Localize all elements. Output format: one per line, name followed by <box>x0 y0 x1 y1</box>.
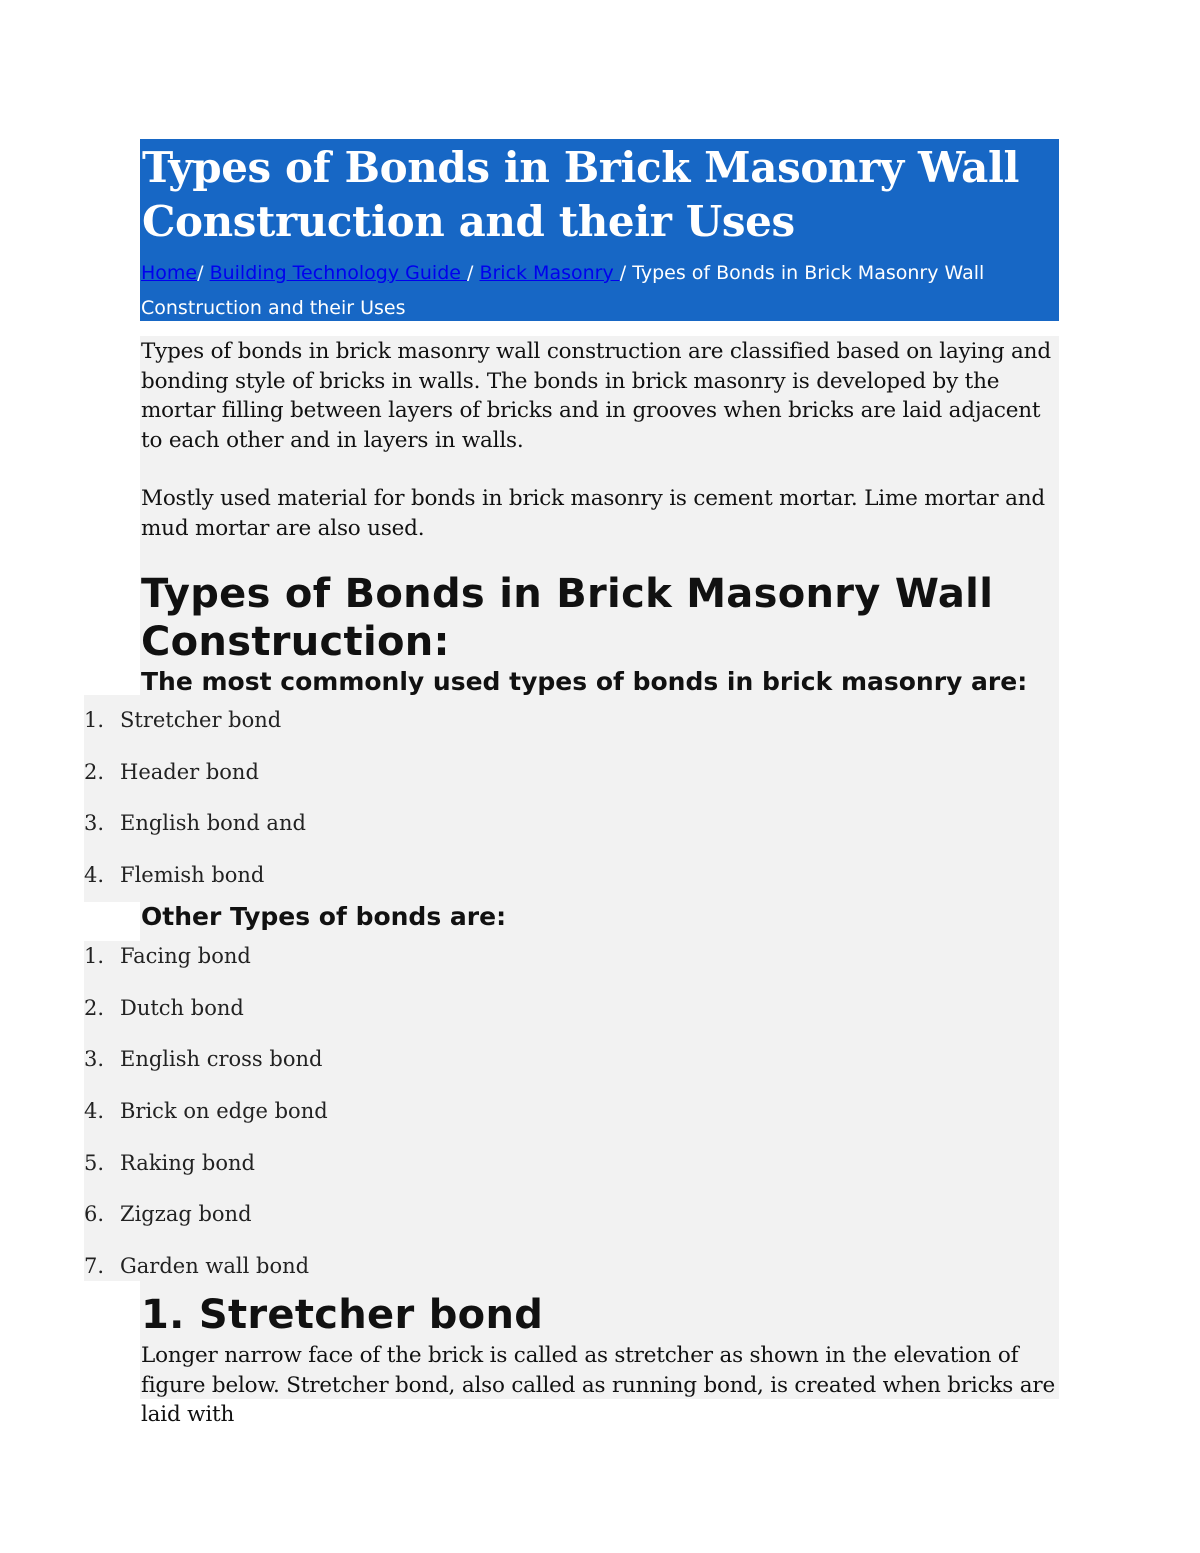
list-number: 6. <box>84 1202 105 1227</box>
list-number: 2. <box>84 995 105 1020</box>
breadcrumb-guide-link[interactable]: Building Technology Guide <box>209 262 467 284</box>
breadcrumb <box>141 256 1041 326</box>
intro-paragraph-materials: Mostly used material for bonds in brick masonry is cement mortar. Lime mortar and mud mortar are also used. <box>141 486 1045 541</box>
page-header <box>140 139 1059 321</box>
list-number: 3. <box>84 811 105 836</box>
subheading-other-types: Other Types of bonds are: <box>141 902 507 931</box>
breadcrumb-category-link[interactable]: Brick Masonry <box>479 262 620 284</box>
breadcrumb-separator: / <box>466 262 480 284</box>
list-item-text: Brick on edge bond <box>120 1099 328 1124</box>
list-item-text: English cross bond <box>120 1047 323 1072</box>
list-number: 2. <box>84 759 105 784</box>
list-item-text: Facing bond <box>120 944 251 968</box>
list-item-text: Flemish bond <box>120 863 265 888</box>
breadcrumb-current: Types of Bonds in Brick Masonry Wall Construction and their Uses <box>141 262 985 319</box>
stretcher-bond-paragraph: Longer narrow face of the brick is called as stretcher as shown in the elevation of figure below. Stretcher bond, also called as running bond, is created when bricks are laid with <box>141 1343 1055 1427</box>
list-item-text: Zigzag bond <box>120 1202 252 1227</box>
subheading-common-types: The most commonly used types of bonds in brick masonry are: <box>141 667 1028 696</box>
list-number: 7. <box>84 1254 105 1279</box>
list-item-text: Stretcher bond <box>120 708 282 732</box>
list-item-text: Dutch bond <box>120 995 244 1020</box>
intro-paragraph: Types of bonds in brick masonry wall construction are classified based on laying and bonding style of bricks in walls. The bonds in brick masonry is developed by the mortar filling between layers of bricks and in grooves when bricks are laid adjacent to each other and in layers in walls. <box>141 339 1051 453</box>
list-number: 5. <box>84 1150 105 1175</box>
list-number: 1. <box>84 944 105 968</box>
list-number: 4. <box>84 1099 105 1124</box>
list-number: 1. <box>84 708 105 732</box>
list-item-text: Raking bond <box>120 1150 255 1175</box>
page-title: Types of Bonds in Brick Masonry Wall Construction and their Uses <box>142 143 1020 246</box>
section-heading-types: Types of Bonds in Brick Masonry Wall Construction: <box>141 571 994 665</box>
list-item-text: Header bond <box>120 759 259 784</box>
list-item-text: Garden wall bond <box>120 1254 310 1279</box>
list-number: 3. <box>84 1047 105 1072</box>
list-item-text: English bond and <box>120 811 306 836</box>
section-heading-stretcher-bond: 1. Stretcher bond <box>141 1292 544 1338</box>
breadcrumb-separator: / <box>619 262 633 284</box>
breadcrumb-separator: / <box>197 262 210 284</box>
list-number: 4. <box>84 863 105 888</box>
breadcrumb-home-link[interactable]: Home <box>141 262 198 284</box>
